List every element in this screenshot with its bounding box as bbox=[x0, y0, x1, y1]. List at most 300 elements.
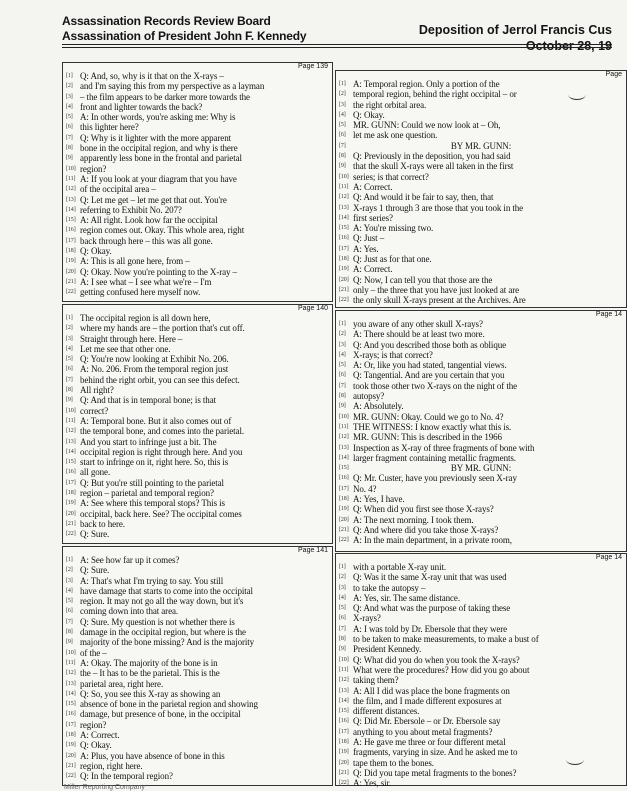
line-text: Q: And what was the purpose of taking these bbox=[353, 603, 511, 614]
line-text: A: Temporal region. Only a portion of the bbox=[353, 79, 500, 89]
line-number: [11] bbox=[339, 666, 349, 673]
line-number: [9] bbox=[339, 163, 346, 170]
line-number: [6] bbox=[66, 124, 73, 131]
transcript-line bbox=[336, 120, 626, 130]
transcript-line bbox=[63, 236, 332, 246]
line-number: [14] bbox=[339, 454, 349, 461]
transcript-lines bbox=[336, 79, 626, 306]
transcript-line bbox=[63, 133, 332, 143]
line-text: X-rays; is that correct? bbox=[353, 349, 433, 360]
transcript-line bbox=[63, 637, 332, 647]
line-number: [8] bbox=[66, 145, 73, 152]
transcript-line bbox=[336, 453, 626, 463]
line-text: Q: Previously in the deposition, you had said bbox=[353, 151, 511, 162]
transcript-line bbox=[63, 498, 332, 508]
line-number: [7] bbox=[66, 376, 73, 383]
transcript-lines bbox=[63, 71, 332, 298]
line-number: [19] bbox=[66, 500, 76, 507]
line-text: Q: Mr. Custer, have you previously seen X-ray bbox=[353, 473, 517, 484]
transcript-lines bbox=[336, 319, 626, 546]
transcript-page-139 bbox=[62, 62, 333, 302]
line-text: A: See where this temporal stops? This is bbox=[80, 498, 225, 509]
line-text: Let me see that other one. bbox=[80, 343, 171, 354]
line-number: [14] bbox=[339, 697, 349, 704]
transcript-line bbox=[63, 658, 332, 668]
transcript-line bbox=[63, 529, 332, 539]
transcript-line bbox=[336, 172, 626, 182]
line-text: region comes out. Okay. This whole area, right bbox=[80, 225, 245, 236]
line-text: Q: Just – bbox=[353, 233, 385, 244]
checkmark-annotation bbox=[568, 89, 586, 100]
line-number: [11] bbox=[339, 183, 349, 190]
line-text: Q: What did you do when you took the X-rays? bbox=[353, 654, 520, 665]
line-number: [6] bbox=[339, 615, 346, 622]
line-number: [9] bbox=[66, 639, 73, 646]
transcript-line bbox=[63, 395, 332, 405]
line-number: [8] bbox=[66, 387, 73, 394]
line-text: all gone. bbox=[80, 467, 111, 478]
line-text: A: I see what – I see what we're – I'm bbox=[80, 276, 212, 287]
line-number: [16] bbox=[66, 227, 76, 234]
line-number: [20] bbox=[66, 268, 76, 275]
header-rule-thin bbox=[62, 47, 612, 48]
line-number: [19] bbox=[339, 506, 349, 513]
line-text: bone in the occipital region, and why is there bbox=[80, 143, 238, 154]
line-text: A: Correct. bbox=[353, 264, 393, 275]
line-text: A: No. 206. From the temporal region just bbox=[80, 364, 229, 375]
line-text: Q: Okay. bbox=[353, 109, 385, 120]
page-number: Page bbox=[605, 71, 622, 78]
line-number: [17] bbox=[66, 479, 76, 486]
deposition-date: October 28, 19 bbox=[525, 39, 612, 53]
line-number: [19] bbox=[66, 258, 76, 265]
transcript-line bbox=[63, 256, 332, 266]
line-text: A: Correct. bbox=[80, 730, 120, 741]
line-text: start to infringe on it, right here. So, this is bbox=[80, 457, 229, 468]
transcript-line bbox=[63, 71, 332, 81]
line-number: [19] bbox=[339, 749, 349, 756]
line-number: [16] bbox=[66, 469, 76, 476]
line-number: [2] bbox=[66, 83, 73, 90]
line-text: A: You're missing two. bbox=[353, 223, 434, 234]
transcript-line bbox=[63, 679, 332, 689]
line-number: [10] bbox=[66, 649, 76, 656]
transcript-line bbox=[63, 287, 332, 297]
transcript-line bbox=[336, 706, 626, 716]
line-text: X-rays? bbox=[353, 613, 381, 624]
line-number: [1] bbox=[66, 315, 73, 321]
line-number: [8] bbox=[339, 393, 346, 400]
line-text: back through here – this was all gone. bbox=[80, 235, 213, 246]
line-number: [10] bbox=[66, 407, 76, 414]
line-number: [22] bbox=[339, 537, 349, 544]
transcript-line bbox=[63, 225, 332, 235]
transcript-line bbox=[63, 92, 332, 102]
line-number: [6] bbox=[339, 132, 346, 139]
line-text: the – It has to be the parietal. This is the bbox=[80, 668, 220, 679]
transcript-line bbox=[336, 422, 626, 432]
line-text: Q: Why is it lighter with the more apparent bbox=[80, 132, 231, 143]
line-number: [11] bbox=[339, 423, 349, 430]
line-number: [14] bbox=[66, 690, 76, 697]
line-text: to take the autopsy – bbox=[353, 582, 426, 593]
line-number: [5] bbox=[66, 598, 73, 605]
line-number: [7] bbox=[339, 142, 346, 149]
line-number: [21] bbox=[339, 526, 349, 533]
transcript-line bbox=[336, 583, 626, 593]
line-text: occipital, back here. See? The occipital comes bbox=[80, 508, 242, 519]
transcript-line bbox=[63, 277, 332, 287]
transcript-line bbox=[336, 603, 626, 613]
line-number: [9] bbox=[66, 155, 73, 162]
line-text: A: That's what I'm trying to say. You still bbox=[80, 575, 224, 586]
board-name: Assassination Records Review Board bbox=[62, 14, 271, 28]
line-text: MR. GUNN: This is described in the 1966 bbox=[353, 432, 502, 443]
line-number: [1] bbox=[339, 321, 346, 327]
line-number: [17] bbox=[66, 721, 76, 728]
line-text: let me ask one question. bbox=[353, 130, 438, 141]
line-text: have damage that starts to come into the occipital bbox=[80, 585, 253, 596]
transcript-line bbox=[63, 122, 332, 132]
line-text: region, right here. bbox=[80, 760, 143, 771]
transcript-line bbox=[63, 699, 332, 709]
line-number: [12] bbox=[66, 186, 76, 193]
line-text: anything to you about metal fragments? bbox=[353, 726, 493, 737]
line-number: [10] bbox=[339, 413, 349, 420]
line-number: [21] bbox=[66, 520, 76, 527]
transcript-line bbox=[336, 473, 626, 483]
transcript-page-mid-right bbox=[335, 310, 627, 552]
line-text: Inspection as X-ray of three fragments of bone with bbox=[353, 442, 535, 453]
transcript-line bbox=[336, 644, 626, 654]
line-number: [3] bbox=[339, 101, 346, 108]
line-number: [10] bbox=[339, 656, 349, 663]
line-text: with a portable X-ray unit. bbox=[353, 562, 447, 572]
speaker-heading: BY MR. GUNN: bbox=[450, 463, 512, 474]
transcript-line bbox=[336, 233, 626, 243]
transcript-line bbox=[63, 740, 332, 750]
line-number: [17] bbox=[339, 728, 349, 735]
line-text: first series? bbox=[353, 212, 393, 223]
transcript-line bbox=[336, 443, 626, 453]
line-number: [22] bbox=[339, 780, 349, 787]
line-number: [11] bbox=[66, 417, 76, 424]
transcript-line bbox=[336, 285, 626, 295]
line-number: [5] bbox=[66, 356, 73, 363]
transcript-line bbox=[336, 244, 626, 254]
line-number: [6] bbox=[66, 366, 73, 373]
transcript-page-top-right bbox=[335, 70, 627, 308]
line-number: [15] bbox=[339, 225, 349, 232]
line-text: fragments, varying in size. And he asked me to bbox=[353, 747, 518, 758]
transcript-line bbox=[336, 254, 626, 264]
transcript-line bbox=[336, 381, 626, 391]
line-text: A: Or, like you had stated, tangential views. bbox=[353, 360, 507, 371]
line-text: region. It may not go all the way down, but it's bbox=[80, 596, 244, 607]
line-number: [12] bbox=[66, 428, 76, 435]
line-number: [22] bbox=[66, 531, 76, 538]
line-text: Q: And would it be fair to say, then, that bbox=[353, 192, 494, 203]
line-number: [5] bbox=[339, 362, 346, 369]
line-number: [11] bbox=[66, 659, 76, 666]
line-text: you aware of any other skull X-rays? bbox=[353, 319, 483, 329]
line-text: that the skull X-rays were all taken in the first bbox=[353, 161, 514, 172]
line-text: A: This is all gone here, from – bbox=[80, 256, 190, 267]
transcript-line bbox=[63, 689, 332, 699]
transcript-line bbox=[63, 406, 332, 416]
line-number: [20] bbox=[66, 752, 76, 759]
transcript-line bbox=[63, 344, 332, 354]
transcript-line bbox=[336, 192, 626, 202]
line-text: Q: Sure. bbox=[80, 565, 110, 576]
line-number: [2] bbox=[339, 91, 346, 98]
line-text: taking them? bbox=[353, 675, 399, 686]
line-number: [13] bbox=[339, 687, 349, 694]
transcript-line bbox=[336, 391, 626, 401]
transcript-line bbox=[63, 467, 332, 477]
line-text: damage, but presence of bone, in the occipital bbox=[80, 709, 241, 720]
line-text: and I'm saying this from my perspective as a layman bbox=[80, 81, 265, 92]
transcript-line bbox=[336, 223, 626, 233]
transcript-line bbox=[336, 504, 626, 514]
transcript-line bbox=[63, 555, 332, 565]
line-number: [5] bbox=[339, 122, 346, 129]
line-number: [2] bbox=[339, 574, 346, 581]
transcript-line bbox=[336, 79, 626, 89]
case-name: Assassination of President John F. Kennedy bbox=[62, 29, 307, 43]
page-number: Page 14 bbox=[595, 554, 622, 561]
speaker-heading: BY MR. GUNN: bbox=[450, 140, 512, 151]
line-number: [21] bbox=[339, 769, 349, 776]
line-number: [18] bbox=[339, 496, 349, 503]
transcript-line bbox=[336, 463, 626, 473]
line-number: [12] bbox=[339, 434, 349, 441]
line-text: apparently less bone in the frontal and parietal bbox=[80, 153, 242, 164]
line-number: [21] bbox=[66, 762, 76, 769]
transcript-line bbox=[63, 323, 332, 333]
line-text: parietal area, right here. bbox=[80, 678, 164, 689]
line-number: [7] bbox=[339, 625, 346, 632]
transcript-line bbox=[336, 151, 626, 161]
transcript-line bbox=[336, 515, 626, 525]
transcript-line bbox=[336, 110, 626, 120]
transcript-line bbox=[336, 432, 626, 442]
transcript-line bbox=[63, 313, 332, 323]
transcript-line bbox=[63, 437, 332, 447]
line-number: [15] bbox=[66, 459, 76, 466]
line-number: [6] bbox=[66, 608, 73, 615]
line-text: absence of bone in the parietal region and showing bbox=[80, 699, 258, 710]
line-text: A: Yes, I have. bbox=[353, 494, 405, 505]
line-number: [1] bbox=[339, 81, 346, 87]
line-text: A: All I did was place the bone fragments on bbox=[353, 685, 510, 696]
line-text: Q: So, you see this X-ray as showing an bbox=[80, 688, 221, 699]
document-header-left bbox=[62, 14, 306, 44]
line-text: A: Yes, sir. The same distance. bbox=[353, 592, 460, 603]
transcript-line bbox=[63, 668, 332, 678]
line-text: A: Yes. bbox=[353, 243, 379, 254]
transcript-line bbox=[63, 184, 332, 194]
transcript-line bbox=[63, 375, 332, 385]
line-text: tape them to the bones. bbox=[353, 757, 434, 768]
line-text: Q: In the temporal region? bbox=[80, 771, 173, 782]
line-number: [15] bbox=[339, 708, 349, 715]
line-number: [8] bbox=[339, 153, 346, 160]
line-number: [16] bbox=[339, 235, 349, 242]
line-number: [7] bbox=[66, 134, 73, 141]
transcript-line bbox=[336, 370, 626, 380]
line-text: larger fragment containing metallic fragments. bbox=[353, 452, 516, 463]
line-number: [14] bbox=[66, 448, 76, 455]
line-text: A: If you look at your diagram that you have bbox=[80, 173, 237, 184]
line-number: [15] bbox=[66, 701, 76, 708]
line-text: A: Temporal bone. But it also comes out of bbox=[80, 415, 232, 426]
line-text: the film, and I made different exposures at bbox=[353, 695, 502, 706]
transcript-line bbox=[63, 457, 332, 467]
line-text: Q: But you're still pointing to the parietal bbox=[80, 477, 224, 488]
transcript-line bbox=[63, 627, 332, 637]
line-number: [22] bbox=[66, 773, 76, 780]
transcript-lines bbox=[63, 555, 332, 782]
line-text: Q: And, so, why is it that on the X-rays – bbox=[80, 71, 224, 81]
line-text: A: He gave me three or four different metal bbox=[353, 737, 506, 748]
transcript-line bbox=[63, 385, 332, 395]
line-number: [17] bbox=[66, 237, 76, 244]
transcript-line bbox=[336, 350, 626, 360]
line-number: [18] bbox=[66, 248, 76, 255]
line-number: [13] bbox=[339, 204, 349, 211]
footer-text: Miller Reporting Company bbox=[64, 784, 145, 791]
line-number: [4] bbox=[339, 111, 346, 118]
line-number: [14] bbox=[66, 206, 76, 213]
line-number: [20] bbox=[339, 759, 349, 766]
line-number: [15] bbox=[339, 465, 349, 472]
line-number: [21] bbox=[339, 286, 349, 293]
line-number: [17] bbox=[339, 245, 349, 252]
line-number: [3] bbox=[66, 93, 73, 100]
line-text: A: In the main department, in a private room, bbox=[353, 535, 512, 546]
transcript-line bbox=[336, 203, 626, 213]
page-number: Page 141 bbox=[298, 547, 328, 554]
transcript-line bbox=[336, 275, 626, 285]
line-text: the right orbital area. bbox=[353, 99, 427, 110]
line-text: region? bbox=[80, 163, 107, 174]
line-number: [20] bbox=[66, 510, 76, 517]
line-text: this lighter here? bbox=[80, 122, 139, 133]
line-text: Q: Sure. bbox=[80, 529, 110, 540]
line-number: [4] bbox=[66, 587, 73, 594]
transcript-line bbox=[336, 182, 626, 192]
line-number: [4] bbox=[339, 351, 346, 358]
line-number: [9] bbox=[66, 397, 73, 404]
line-number: [22] bbox=[66, 289, 76, 296]
transcript-line bbox=[336, 535, 626, 545]
line-text: – the film appears to be darker more towards the bbox=[80, 91, 250, 102]
line-text: A: Yes, sir. bbox=[353, 778, 392, 789]
line-number: [13] bbox=[66, 680, 76, 687]
transcript-line bbox=[336, 340, 626, 350]
transcript-page-bottom-right bbox=[335, 553, 627, 789]
transcript-line bbox=[336, 778, 626, 788]
checkmark-annotation bbox=[566, 754, 584, 765]
transcript-line bbox=[336, 295, 626, 305]
line-number: [3] bbox=[66, 335, 73, 342]
transcript-line bbox=[336, 360, 626, 370]
line-number: [3] bbox=[339, 341, 346, 348]
line-number: [13] bbox=[66, 196, 76, 203]
header-rule bbox=[62, 44, 612, 45]
line-number: [2] bbox=[66, 567, 73, 574]
line-number: [18] bbox=[66, 732, 76, 739]
line-text: All right? bbox=[80, 385, 114, 396]
transcript-line bbox=[63, 509, 332, 519]
transcript-line bbox=[336, 484, 626, 494]
line-number: [18] bbox=[339, 739, 349, 746]
line-text: President Kennedy. bbox=[353, 644, 422, 655]
line-text: occipital region is right through here. And you bbox=[80, 446, 243, 457]
line-text: autopsy? bbox=[353, 391, 385, 402]
transcript-line bbox=[63, 246, 332, 256]
line-number: [21] bbox=[66, 278, 76, 285]
line-number: [12] bbox=[66, 670, 76, 677]
line-text: region – parietal and temporal region? bbox=[80, 488, 214, 499]
line-text: MR. GUNN: Could we now look at – Oh, bbox=[353, 120, 501, 131]
line-number: [16] bbox=[339, 475, 349, 482]
transcript-line bbox=[63, 576, 332, 586]
line-text: to be taken to make measurements, to make a bust of bbox=[353, 634, 539, 645]
transcript-line bbox=[336, 655, 626, 665]
line-number: [1] bbox=[66, 557, 73, 563]
deposition-title: Deposition of Jerrol Francis Cus bbox=[418, 23, 612, 37]
transcript-page-141 bbox=[62, 546, 333, 786]
transcript-line bbox=[63, 195, 332, 205]
line-number: [1] bbox=[339, 564, 346, 570]
line-text: A: There should be at least two more. bbox=[353, 329, 485, 340]
page-number: Page 14 bbox=[595, 311, 622, 318]
line-number: [1] bbox=[66, 73, 73, 79]
transcript-line bbox=[336, 412, 626, 422]
line-text: Q: And you described those both as oblique bbox=[353, 339, 507, 350]
line-number: [15] bbox=[66, 217, 76, 224]
transcript-line bbox=[336, 141, 626, 151]
transcript-line bbox=[63, 606, 332, 616]
line-text: Q: Okay. bbox=[80, 740, 112, 751]
transcript-line bbox=[336, 100, 626, 110]
line-text: series; is that correct? bbox=[353, 171, 429, 182]
transcript-line bbox=[63, 478, 332, 488]
transcript-line bbox=[63, 586, 332, 596]
line-text: Q: Let me get – let me get that out. You're bbox=[80, 194, 227, 205]
line-text: The occipital region is all down here, bbox=[80, 313, 211, 323]
line-text: damage in the occipital region, but where is the bbox=[80, 627, 246, 638]
transcript-line bbox=[336, 572, 626, 582]
line-text: only – the three that you have just looked at are bbox=[353, 284, 520, 295]
line-text: Q: When did you first see those X-rays? bbox=[353, 504, 494, 515]
line-text: MR. GUNN: Okay. Could we go to No. 4? bbox=[353, 411, 504, 422]
line-text: And you start to infringe just a bit. The bbox=[80, 436, 217, 447]
line-number: [12] bbox=[339, 194, 349, 201]
transcript-line bbox=[63, 617, 332, 627]
transcript-line bbox=[336, 686, 626, 696]
line-text: What were the procedures? How did you go about bbox=[353, 664, 530, 675]
line-text: Q: Was it the same X-ray unit that was used bbox=[353, 572, 507, 583]
transcript-line bbox=[336, 768, 626, 778]
line-number: [8] bbox=[339, 636, 346, 643]
line-text: A: Okay. The majority of the bone is in bbox=[80, 657, 218, 668]
line-text: where my hands are – the portion that's cut off. bbox=[80, 323, 245, 334]
transcript-line bbox=[336, 562, 626, 572]
transcript-line bbox=[63, 771, 332, 781]
